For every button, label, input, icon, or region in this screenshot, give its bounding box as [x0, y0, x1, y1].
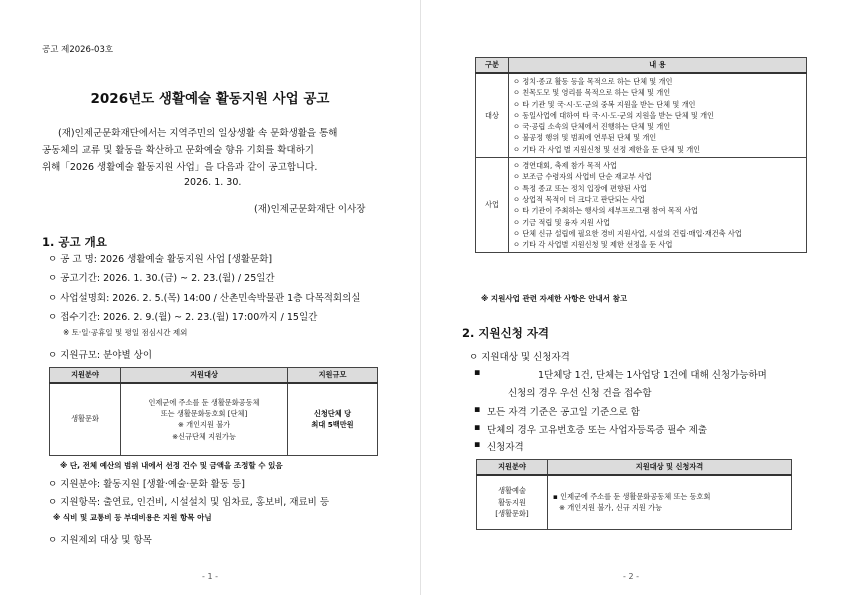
guide-note: ※ 지원사업 관련 자세한 사항은 안내서 참고 [481, 294, 628, 303]
th-eligibility: 지원대상 및 신청자격 [548, 460, 792, 476]
group-label-target: 대상 [476, 73, 509, 158]
cost-note: ※ 식비 및 교통비 등 부대비용은 지원 항목 아님 [53, 513, 212, 522]
group-items-target [509, 73, 807, 158]
submission-note: ※ 토·일·공휴일 및 평일 점심시간 제외 [63, 328, 188, 337]
th-scale: 지원규모 [288, 368, 378, 384]
bullet-icon: ▪ [474, 422, 481, 433]
group-label-project: 사업 [476, 158, 509, 253]
item-period: ㅇ 공고기간: 2026. 1. 30.(금) ~ 2. 23.(월) / 25일간 [48, 273, 275, 284]
th-field: 지원분야 [477, 460, 548, 476]
notice-number: 공고 제2026-03호 [42, 45, 114, 55]
page-2 [421, 0, 841, 595]
eligibility-line: ▪ 인제군에 주소를 둔 생활문화공동체 또는 동호회 [553, 491, 711, 501]
list-item: ㅇ 특정 종교 또는 정치 입장에 편향된 사업 [513, 183, 648, 193]
exclusion-table [475, 57, 807, 253]
page-number: - 2 - [623, 572, 639, 581]
eligibility-note: ※ 개인지원 불가, 신규 지원 가능 [559, 503, 663, 513]
list-item: ㅇ 불공정 행위 및 범죄에 연루된 단체 및 개인 [513, 133, 657, 143]
list-item: ㅇ 기타 각 사업별 지원신청 및 제한 선정을 둔 사업 [513, 240, 673, 250]
notice-date: 2026. 1. 30. [184, 177, 242, 188]
field-line: [생활문화] [495, 508, 529, 518]
bullet-text-1: 1단체당 1건, 단체는 1사업당 1건에 대해 신청가능하며 [538, 370, 767, 381]
group-items-project [509, 158, 807, 253]
bullet-text-2: 모든 자격 기준은 공고일 기준으로 함 [487, 407, 640, 418]
budget-note: ※ 단, 전체 예산의 범위 내에서 선정 건수 및 금액을 조정할 수 있음 [60, 461, 283, 470]
list-item: ㅇ 정치·종교 활동 등을 목적으로 하는 단체 및 개인 [513, 77, 673, 86]
field-line: 활동지원 [498, 497, 526, 507]
th-field: 지원분야 [50, 368, 121, 384]
eligibility-table [476, 459, 792, 530]
page-title: 2026년도 생활예술 활동지원 사업 공고 [90, 91, 330, 107]
td-target [121, 383, 288, 455]
bullet-icon: ▪ [474, 439, 481, 450]
list-item: ㅇ 동일사업에 대하여 타 국·시·도·군의 지원을 받는 단체 및 개인 [513, 110, 714, 120]
th-target: 지원대상 [121, 368, 288, 384]
section-2-heading: 2. 지원신청 자격 [462, 326, 550, 340]
td-field [477, 475, 548, 529]
page-number: - 1 - [202, 572, 218, 581]
section-1-heading: 1. 공고 개요 [42, 235, 107, 249]
item-briefing: ㅇ 사업설명회: 2026. 2. 5.(목) 14:00 / 산촌민속박물관 1층 다목적회의실 [48, 293, 361, 304]
target-line: ※ 개인지원 불가 [177, 420, 231, 430]
list-item: ㅇ 기타 각 사업 별 지원신청 및 선정 제한을 둔 단체 및 개인 [513, 144, 701, 154]
field-line: 생활예술 [498, 486, 526, 496]
intro-line-1: (재)인제군문화재단에서는 지역주민의 일상생활 속 문화생활을 통해 [58, 128, 338, 139]
list-item: ㅇ 기금 적립 및 융자 지원 사업 [513, 217, 611, 227]
scale-line: 최대 5백만원 [311, 420, 354, 430]
list-item: ㅇ 친목도모 및 영리를 목적으로 하는 단체 및 개인 [513, 88, 671, 98]
list-item: ㅇ 타 기관이 주최하는 행사의 세부프로그램 참여 목적 사업 [513, 206, 698, 216]
item-field: ㅇ 지원분야: 활동지원 [생활·예술·문화 활동 등] [48, 479, 245, 490]
th-content: 내 용 [509, 58, 807, 74]
bullet-text-4: 신청자격 [487, 442, 524, 453]
support-table [49, 367, 378, 456]
item-submission: ㅇ 접수기간: 2026. 2. 9.(월) ~ 2. 23.(월) 17:00까지 / 15일간 [48, 312, 318, 323]
target-line: 또는 생활문화동호회 [단체] [160, 408, 248, 418]
bullet-text-3: 단체의 경우 고유번호증 또는 사업자등록증 필수 제출 [487, 425, 708, 436]
td-eligibility [548, 475, 792, 529]
list-item: ㅇ 경연대회, 축제 참가 목적 사업 [513, 161, 617, 171]
bullet-icon: ▪ [474, 404, 481, 415]
item-title: ㅇ 공 고 명: 2026 생활예술 활동지원 사업 [생활문화] [48, 254, 273, 265]
item-eligibility: ㅇ 지원대상 및 신청자격 [469, 352, 570, 363]
item-scale: ㅇ 지원규모: 분야별 상이 [48, 350, 153, 361]
scale-line: 신청단체 당 [313, 408, 352, 418]
th-category: 구분 [476, 58, 509, 74]
list-item: ㅇ 상업적 목적이 더 크다고 판단되는 사업 [513, 194, 645, 204]
bullet-text-1b: 신청의 경우 우선 신청 건을 접수함 [508, 388, 652, 399]
td-field: 생활문화 [50, 383, 121, 455]
intro-line-3: 위해「2026 생활예술 활동지원 사업」을 다음과 같이 공고합니다. [42, 162, 318, 173]
bullet-icon: ▪ [474, 367, 481, 378]
target-line: ※신규단체 지원가능 [172, 431, 236, 441]
item-excluded: ㅇ 지원제외 대상 및 항목 [48, 535, 152, 546]
signer: (재)인제군문화재단 이사장 [254, 204, 366, 215]
list-item: ㅇ 보조금 수령자의 사업비 단순 재교부 사업 [513, 172, 652, 182]
item-cost: ㅇ 지원항목: 출연료, 인건비, 시설설치 및 임차료, 홍보비, 재료비 등 [48, 497, 330, 508]
target-line: 인제군에 주소를 둔 생활문화공동체 [148, 397, 260, 407]
list-item: ㅇ 타 기관 및 국·시·도·군의 중복 지원을 받는 단체 및 개인 [513, 99, 696, 109]
page-1 [0, 0, 420, 595]
list-item: ㅇ 단체 신규 설립에 필요한 경비 지원사업, 시설의 건립·매입·재건축 사업 [513, 228, 742, 238]
td-scale [288, 383, 378, 455]
list-item: ㅇ 국·공립 소속의 단체에서 진행하는 단체 및 개인 [513, 122, 671, 132]
intro-line-2: 공동체의 교류 및 활동을 확산하고 문화예술 향유 기회를 확대하기 [42, 145, 314, 156]
